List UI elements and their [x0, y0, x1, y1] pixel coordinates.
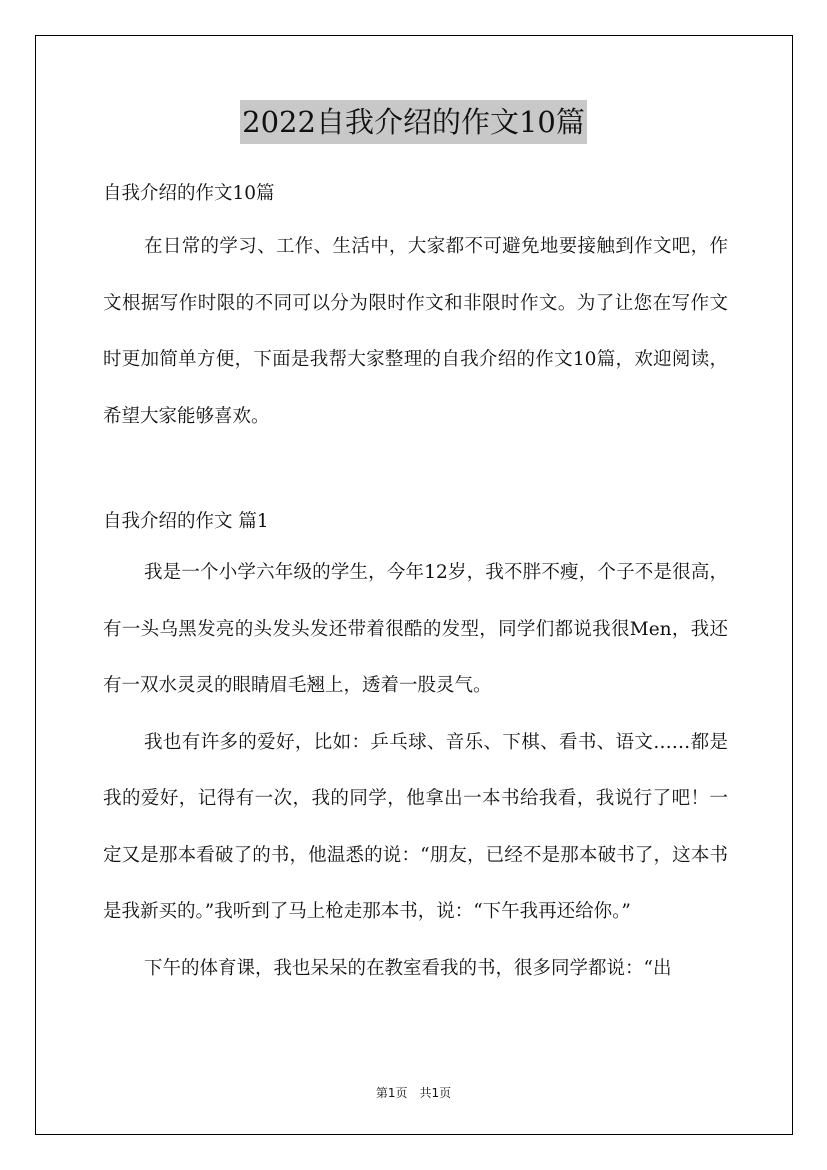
document-title	[0, 100, 827, 144]
section1-paragraph-1: 我是一个小学六年级的学生，今年12岁，我不胖不瘦，个子不是很高，有一头乌黑发亮的头发头发还带着很酷的发型，同学们都说我很Men，我还有一双水灵灵的眼睛眉毛翘上，透着一股灵气。	[103, 562, 728, 696]
section1-paragraph-3: 下午的体育课，我也呆呆的在教室看我的书，很多同学都说：“出	[144, 957, 672, 979]
section1-body	[103, 545, 728, 997]
intro-heading: 自我介绍的作文10篇	[103, 183, 275, 204]
section1-paragraph-2: 我也有许多的爱好，比如：乒乓球、音乐、下棋、看书、语文……都是我的爱好，记得有一次，我的同学，他拿出一本书给我看，我说行了吧！一定又是那本看破了的书，他温悉的说：“朋友，已经不是那本破书了，这本书是我新买的。”我听到了马上枪走那本书，说：“下午我再还给你。”	[103, 731, 728, 922]
intro-block	[103, 219, 728, 445]
intro-paragraph: 在日常的学习、工作、生活中，大家都不可避免地要接触到作文吧，作文根据写作时限的不同可以分为限时作文和非限时作文。为了让您在写作文时更加简单方便，下面是我帮大家整理的自我介绍的作文10篇，欢迎阅读，希望大家能够喜欢。	[103, 236, 728, 427]
document-title-text: 2022自我介绍的作文10篇	[240, 100, 587, 144]
section1-heading: 自我介绍的作文 篇1	[103, 511, 269, 532]
page-footer: 第1页 共1页	[375, 1086, 452, 1100]
